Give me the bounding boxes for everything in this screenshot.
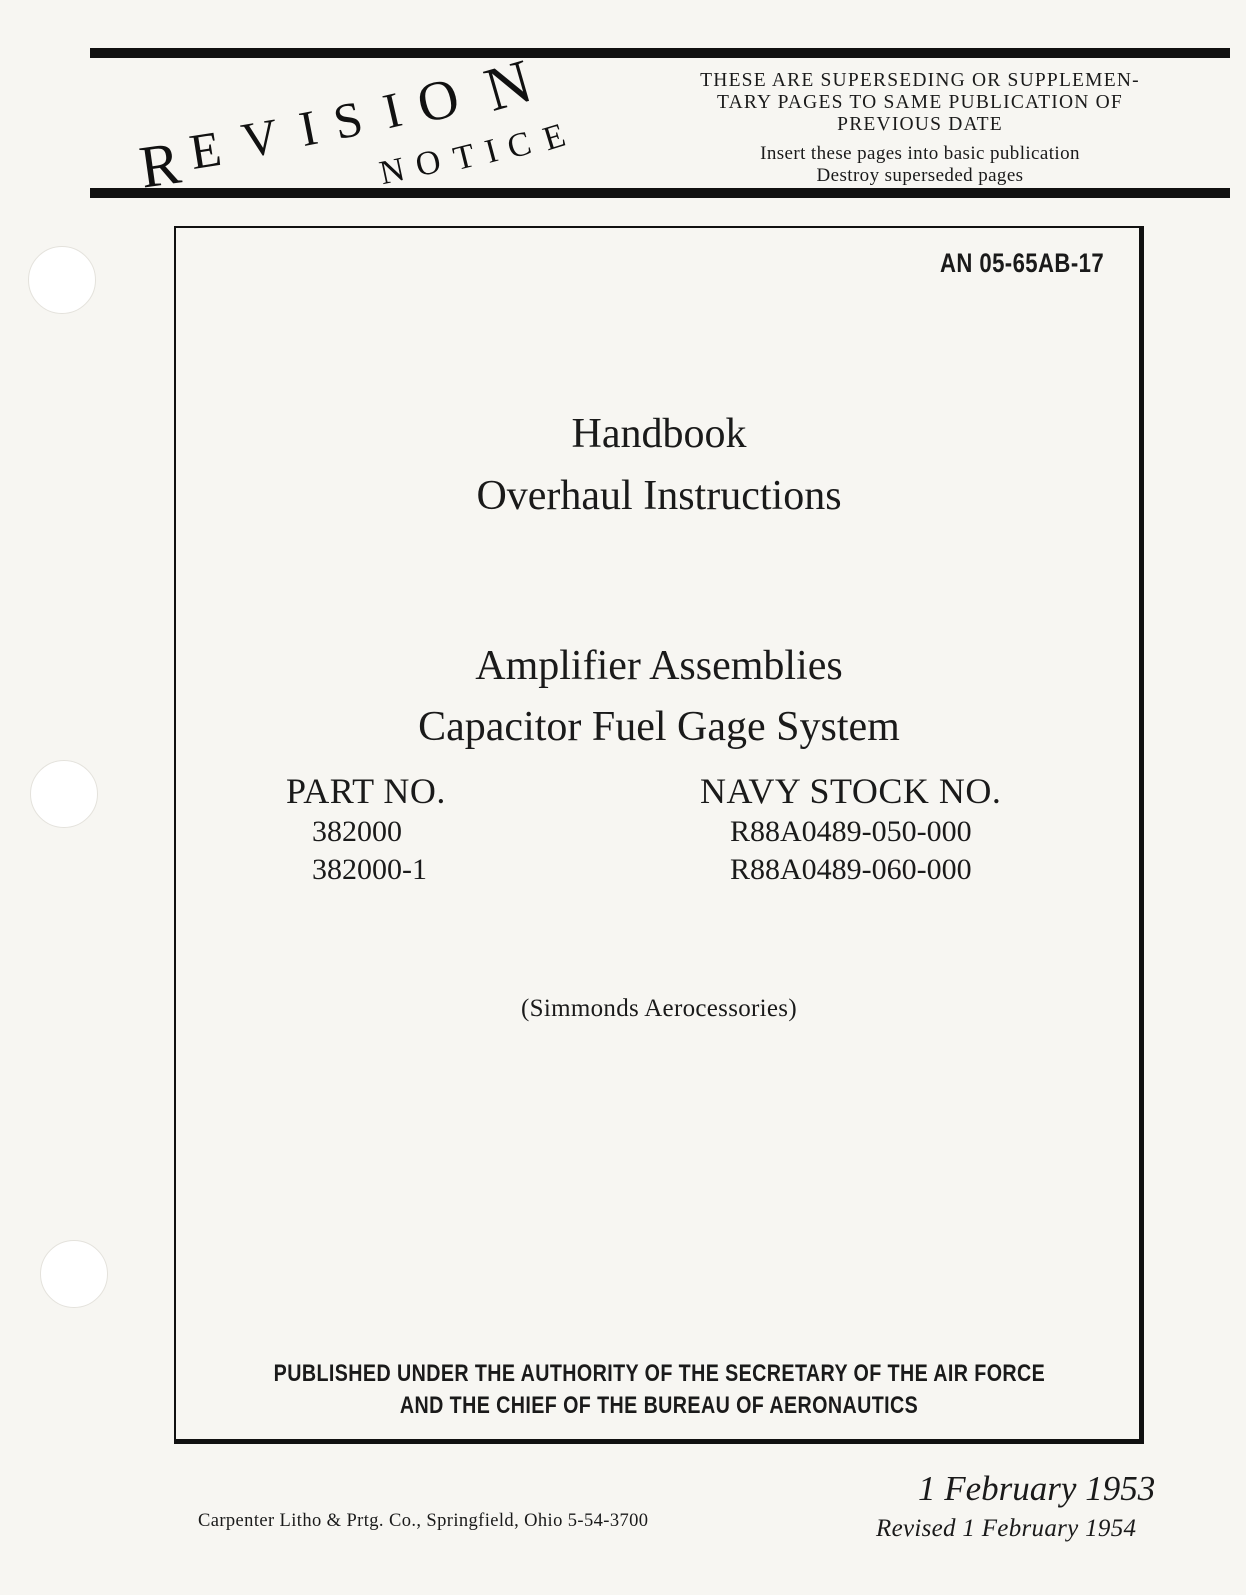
subject-fuel-gage-system: Capacitor Fuel Gage System [418, 704, 900, 750]
part-no-header: PART NO. [286, 771, 446, 811]
navy-stock-no-header: NAVY STOCK NO. [700, 771, 1002, 811]
navy-stock-number: R88A0489-050-000 [730, 815, 972, 848]
notice-line-3: PREVIOUS DATE [837, 114, 1003, 135]
authority-line-2-text: AND THE CHIEF OF THE BUREAU OF AERONAUTICS [399, 1392, 919, 1419]
revised-date: Revised 1 February 1954 [876, 1515, 1137, 1542]
title-handbook: Handbook [571, 411, 747, 457]
subject-amplifier-assemblies: Amplifier Assemblies [475, 643, 843, 689]
manufacturer: (Simmonds Aerocessories) [521, 995, 797, 1022]
original-date: 1 February 1953 [918, 1469, 1156, 1508]
navy-stock-number: R88A0489-060-000 [730, 853, 972, 886]
part-number: 382000-1 [312, 853, 427, 886]
printer-imprint: Carpenter Litho & Prtg. Co., Springfield, Ohio 5-54-3700 [198, 1511, 649, 1531]
authority-line-2 [174, 1390, 1144, 1422]
destroy-instruction: Destroy superseded pages [816, 165, 1024, 186]
punch-hole-top [28, 246, 96, 314]
publication-number: AN 05-65AB-17 [940, 248, 1105, 278]
superseding-notice [640, 70, 1200, 187]
notice-line-1: THESE ARE SUPERSEDING OR SUPPLEMEN- [700, 70, 1140, 91]
insert-instruction: Insert these pages into basic publication [760, 143, 1080, 164]
part-number: 382000 [312, 815, 402, 848]
punch-hole-middle [30, 760, 98, 828]
authority-line-1 [174, 1358, 1144, 1390]
title-overhaul-instructions: Overhaul Instructions [476, 473, 842, 519]
authority-line-1-text: PUBLISHED UNDER THE AUTHORITY OF THE SECRETARY OF THE AIR FORCE [273, 1360, 1045, 1387]
punch-hole-bottom [40, 1240, 108, 1308]
revision-notice-logo: R E V I S I O N N O T I C E [135, 47, 570, 201]
notice-line-2: TARY PAGES TO SAME PUBLICATION OF [717, 92, 1123, 113]
